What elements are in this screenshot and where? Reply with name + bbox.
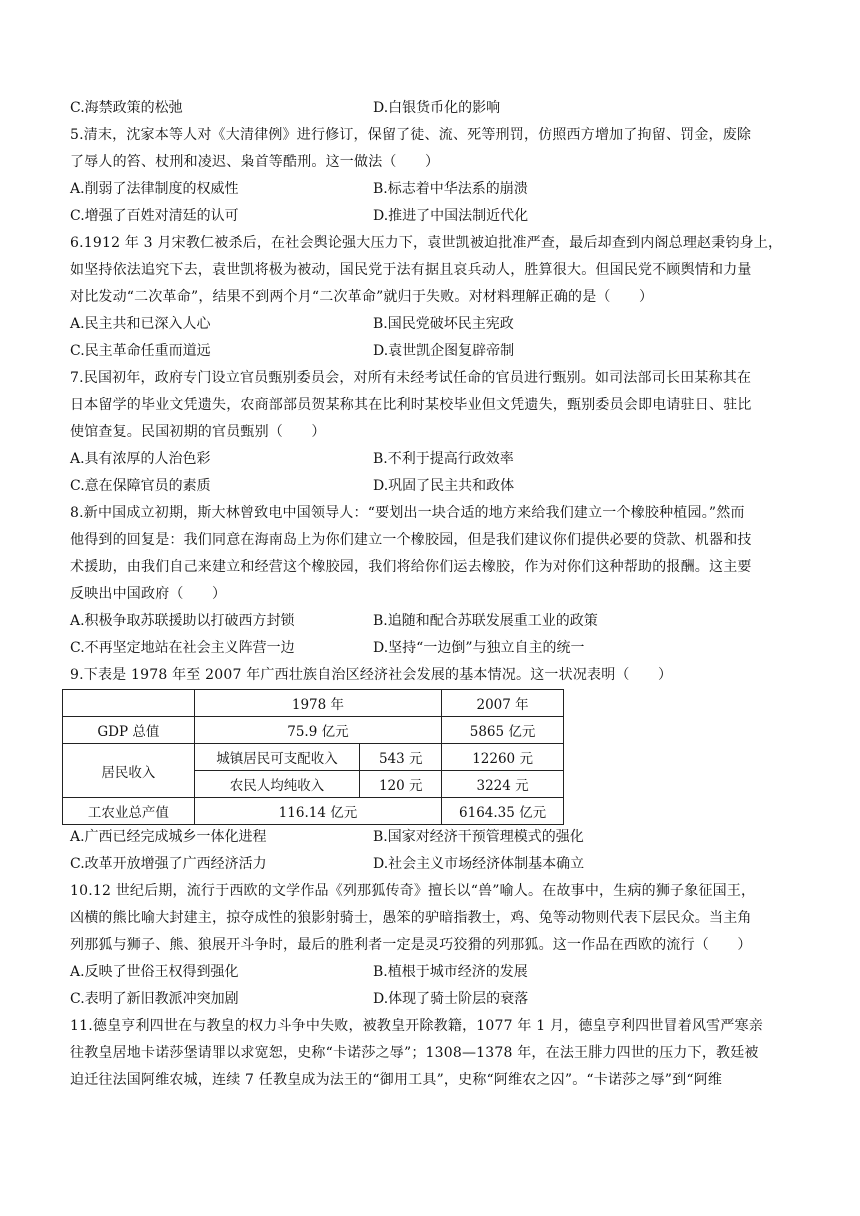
question-line: 反映出中国政府（ ）: [70, 586, 227, 602]
question-line: 6.1912 年 3 月宋教仁被杀后，在社会舆论强大压力下，袁世凯被迫批准严查，最后却查到内阁总理赵秉钧身上，: [70, 235, 783, 251]
output-1978: 116.14 亿元: [194, 798, 441, 825]
row-label-gdp: GDP 总值: [63, 717, 195, 744]
option-right: B.追随和配合苏联发展重工业的政策: [373, 613, 598, 629]
table-header-2007: 2007 年: [442, 690, 564, 717]
question-line: 对比发动“二次革命”，结果不到两个月“二次革命”就归于失败。对材料理解正确的是（ ）: [70, 289, 654, 305]
rural-income-1978: 120 元: [360, 771, 442, 798]
gdp-2007: 5865 亿元: [442, 717, 564, 744]
economic-data-table: [62, 689, 564, 825]
option-right: B.国民党破坏民主宪政: [373, 316, 514, 332]
table-header-1978: 1978 年: [194, 690, 441, 717]
question-line: 列那狐与狮子、熊、狼展开斗争时，最后的胜利者一定是灵巧狡猾的列那狐。这一作品在西欧的流行（ ）: [70, 937, 752, 953]
question-line: 9.下表是 1978 年至 2007 年广西壮族自治区经济社会发展的基本情况。这一状况表明（ ）: [70, 667, 673, 683]
rural-income-label: 农民人均纯收入: [194, 771, 360, 798]
option-right: B.国家对经济干预管理模式的强化: [373, 829, 584, 845]
option-right: B.植根于城市经济的发展: [373, 964, 528, 980]
question-line: 如坚持依法追究下去，袁世凯将极为被动，国民党于法有据且哀兵动人，胜算很大。但国民党不顾舆情和力量: [70, 262, 752, 278]
urban-income-1978: 543 元: [360, 744, 442, 771]
option-left: A.具有浓厚的人治色彩: [70, 451, 211, 467]
option-left: A.反映了世俗王权得到强化: [70, 964, 239, 980]
option-right: B.标志着中华法系的崩溃: [373, 181, 528, 197]
table-row: [63, 717, 564, 744]
row-label-output: 工农业总产值: [63, 798, 195, 825]
urban-income-label: 城镇居民可支配收入: [194, 744, 360, 771]
option-left: C.海禁政策的松弛: [70, 100, 183, 116]
option-left: C.不再坚定地站在社会主义阵营一边: [70, 640, 295, 656]
urban-income-2007: 12260 元: [442, 744, 564, 771]
option-left: C.意在保障官员的素质: [70, 478, 211, 494]
option-left: A.民主共和已深入人心: [70, 316, 211, 332]
question-line: 往教皇居地卡诺莎堡请罪以求宽恕，史称“卡诺莎之辱”；1308—1378 年，在法王腓力四世的压力下，教廷被: [70, 1045, 759, 1061]
option-left: C.增强了百姓对清廷的认可: [70, 208, 239, 224]
output-2007: 6164.35 亿元: [442, 798, 564, 825]
rural-income-2007: 3224 元: [442, 771, 564, 798]
option-left: C.改革开放增强了广西经济活力: [70, 856, 267, 872]
question-line: 术援助，由我们自己来建立和经营这个橡胶园，我们将给你们运去橡胶，作为对你们这种帮助的报酬。这主要: [70, 559, 752, 575]
table-corner-cell: [63, 690, 195, 717]
table-row: [63, 744, 564, 771]
question-line: 5.清末，沈家本等人对《大清律例》进行修订，保留了徒、流、死等刑罚，仿照西方增加了拘留、罚金，废除: [70, 127, 752, 143]
gdp-1978: 75.9 亿元: [194, 717, 441, 744]
option-right: D.体现了骑士阶层的衰落: [373, 991, 529, 1007]
question-line: 7.民国初年，政府专门设立官员甄别委员会，对所有未经考试任命的官员进行甄别。如司法部司长田某称其在: [70, 370, 752, 386]
question-line: 8.新中国成立初期，斯大林曾致电中国领导人：“要划出一块合适的地方来给我们建立一个橡胶种植园。”然而: [70, 505, 745, 521]
question-line: 11.德皇亨利四世在与教皇的权力斗争中失败，被教皇开除教籍，1077 年 1 月，德皇亨利四世冒着风雪严寒亲: [70, 1018, 763, 1034]
question-line: 了辱人的笞、杖刑和凌迟、枭首等酷刑。这一做法（ ）: [70, 154, 440, 170]
option-right: D.社会主义市场经济体制基本确立: [373, 856, 585, 872]
option-right: B.不利于提高行政效率: [373, 451, 514, 467]
option-left: A.削弱了法律制度的权威性: [70, 181, 239, 197]
table-row: [63, 798, 564, 825]
question-line: 日本留学的毕业文凭遗失，农商部部员贺某称其在比利时某校毕业但文凭遗失，甄别委员会即电请驻日、驻比: [70, 397, 752, 413]
option-left: C.民主革命任重而道远: [70, 343, 211, 359]
option-left: A.广西已经完成城乡一体化进程: [70, 829, 267, 845]
table-row: [63, 690, 564, 717]
question-line: 使馆查复。民国初期的官员甄别（ ）: [70, 424, 326, 440]
option-right: D.白银货币化的影响: [373, 100, 501, 116]
question-line: 10.12 世纪后期，流行于西欧的文学作品《列那狐传奇》擅长以“兽”喻人。在故事中，生病的狮子象征国王，: [70, 883, 756, 899]
row-label-income: 居民收入: [63, 744, 195, 798]
option-right: D.巩固了民主共和政体: [373, 478, 515, 494]
question-line: 迫迁往法国阿维农城，连续 7 任教皇成为法王的“御用工具”，史称“阿维农之囚”。“卡诺莎之辱”到“阿维: [70, 1072, 723, 1088]
option-left: A.积极争取苏联援助以打破西方封锁: [70, 613, 295, 629]
option-right: D.推进了中国法制近代化: [373, 208, 529, 224]
option-right: D.坚持“一边倒”与独立自主的统一: [373, 640, 585, 656]
question-line: 凶横的熊比喻大封建主，掠夺成性的狼影射骑士，愚笨的驴暗指教士，鸡、兔等动物则代表下层民众。当主角: [70, 910, 752, 926]
option-left: C.表明了新旧教派冲突加剧: [70, 991, 239, 1007]
option-right: D.袁世凯企图复辟帝制: [373, 343, 515, 359]
question-line: 他得到的回复是：我们同意在海南岛上为你们建立一个橡胶园，但是我们建议你们提供必要的贷款、机器和技: [70, 532, 752, 548]
